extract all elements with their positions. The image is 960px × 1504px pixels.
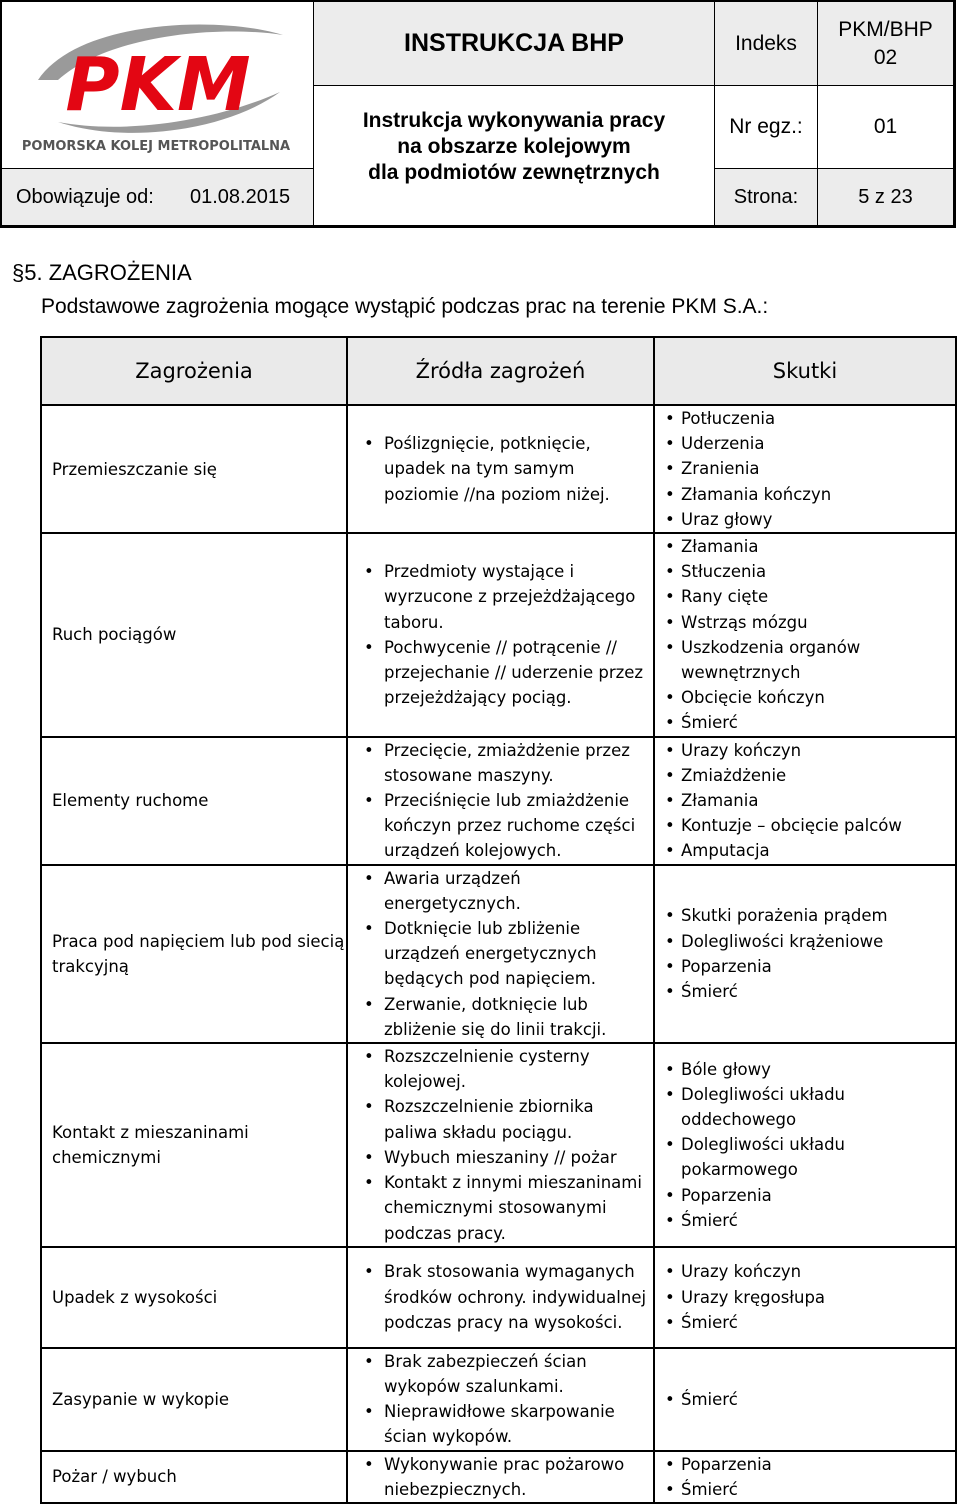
pkm-logo-graphic (18, 10, 298, 160)
table-row (41, 1247, 956, 1348)
list-item: • Dotknięcie lub zbliżenie urządzeń energetycznych będących pod napięciem. (360, 916, 647, 992)
hazard-cell: Praca pod napięciem lub pod siecią trakcyjną (41, 865, 347, 1043)
list-item: • Nieprawidłowe skarpowanie ścian wykopów. (360, 1399, 647, 1449)
hazards-table (40, 336, 957, 1504)
list-item: • Uderzenia (661, 431, 951, 456)
table-row (41, 533, 956, 737)
page-value: 5 z 23 (818, 169, 954, 226)
header-sources: Źródła zagrożeń (347, 337, 654, 405)
effects-cell (654, 865, 956, 1043)
list-item: • Uszkodzenia organów wewnętrznych (661, 635, 951, 685)
list-item: • Wstrząs mózgu (661, 610, 951, 635)
list-item: • Śmierć (661, 1208, 951, 1233)
hazard-cell: Upadek z wysokości (41, 1247, 347, 1348)
list-item: • Poparzenia (661, 1183, 951, 1208)
effects-cell (654, 533, 956, 737)
copy-number-value: 01 (818, 86, 954, 169)
effects-cell (654, 1247, 956, 1348)
list-item: • Urazy kręgosłupa (661, 1285, 951, 1310)
table-row (41, 865, 956, 1043)
list-item: • Uraz głowy (661, 507, 951, 532)
list-item: • Dolegliwości układu pokarmowego (661, 1132, 951, 1182)
document-header (0, 0, 956, 228)
list-item: • Poparzenia (661, 954, 951, 979)
hazard-cell: Kontakt z mieszaninami chemicznymi (41, 1043, 347, 1247)
sources-cell (347, 737, 654, 865)
table-header-row (41, 337, 956, 405)
copy-number-label: Nr egz.: (715, 86, 818, 169)
effects-cell (654, 737, 956, 865)
sources-cell (347, 1348, 654, 1451)
list-item: • Awaria urządzeń energetycznych. (360, 866, 647, 916)
list-item: • Pochwycenie // potrącenie // przejechanie // uderzenie przez przejeżdżający pociąg. (360, 635, 647, 711)
sources-cell (347, 405, 654, 533)
list-item: • Złamania (661, 788, 951, 813)
sources-cell (347, 1247, 654, 1348)
company-logo (2, 2, 314, 169)
document-title: INSTRUKCJA BHP (314, 2, 715, 86)
hazard-cell: Pożar / wybuch (41, 1451, 347, 1503)
table-row (41, 737, 956, 865)
effects-cell (654, 1348, 956, 1451)
sources-cell (347, 865, 654, 1043)
hazard-cell: Ruch pociągów (41, 533, 347, 737)
list-item: • Rozszczelnienie zbiornika paliwa składu pociągu. (360, 1094, 647, 1144)
hazard-cell: Przemieszczanie się (41, 405, 347, 533)
header-effects: Skutki (654, 337, 956, 405)
effects-cell (654, 1043, 956, 1247)
list-item: • Śmierć (661, 1477, 951, 1502)
list-item: • Brak zabezpieczeń ścian wykopów szalunkami. (360, 1349, 647, 1399)
list-item: • Rozszczelnienie cysterny kolejowej. (360, 1044, 647, 1094)
sources-cell (347, 1043, 654, 1247)
list-item: • Zerwanie, dotknięcie lub zbliżenie się do linii trakcji. (360, 992, 647, 1042)
effects-cell (654, 405, 956, 533)
list-item: • Dolegliwości układu oddechowego (661, 1082, 951, 1132)
list-item: • Zmiażdżenie (661, 763, 951, 788)
list-item: • Złamania kończyn (661, 482, 951, 507)
page-label: Strona: (715, 169, 818, 226)
list-item: • Rany cięte (661, 584, 951, 609)
list-item: • Kontakt z innymi mieszaninami chemicznymi stosowanymi podczas pracy. (360, 1170, 647, 1246)
list-item: • Dolegliwości krążeniowe (661, 929, 951, 954)
header-hazards: Zagrożenia (41, 337, 347, 405)
list-item: • Skutki porażenia prądem (661, 903, 951, 928)
list-item: • Stłuczenia (661, 559, 951, 584)
table-row (41, 1451, 956, 1503)
index-value: PKM/BHP 02 (818, 2, 954, 86)
svg-text:PKM: PKM (64, 42, 251, 128)
list-item: • Śmierć (661, 979, 951, 1004)
hazard-cell: Zasypanie w wykopie (41, 1348, 347, 1451)
company-name: POMORSKA KOLEJ METROPOLITALNA (21, 139, 290, 154)
effects-cell (654, 1451, 956, 1503)
table-row (41, 405, 956, 533)
list-item: • Zranienia (661, 456, 951, 481)
section-subtitle: Podstawowe zagrożenia mogące wystąpić podczas prac na terenie PKM S.A.: (41, 295, 769, 318)
sources-cell (347, 533, 654, 737)
document-subtitle: Instrukcja wykonywania pracy na obszarze kolejowym dla podmiotów zewnętrznych (314, 86, 715, 226)
valid-from (2, 169, 314, 226)
list-item: • Poparzenia (661, 1452, 951, 1477)
sources-cell (347, 1451, 654, 1503)
list-item: • Śmierć (661, 710, 951, 735)
list-item: • Przedmioty wystające i wyrzucone z przejeżdżającego taboru. (360, 559, 647, 635)
list-item: • Kontuzje – obcięcie palców (661, 813, 951, 838)
list-item: • Potłuczenia (661, 406, 951, 431)
list-item: • Wybuch mieszaniny // pożar (360, 1145, 647, 1170)
list-item: • Wykonywanie prac pożarowo niebezpiecznych. (360, 1452, 647, 1502)
list-item: • Urazy kończyn (661, 1259, 951, 1284)
list-item: • Śmierć (661, 1310, 951, 1335)
hazard-cell: Elementy ruchome (41, 737, 347, 865)
list-item: • Przeciśnięcie lub zmiażdżenie kończyn przez ruchome części urządzeń kolejowych. (360, 788, 647, 864)
section-title: §5. ZAGROŻENIA (12, 260, 192, 285)
list-item: • Obcięcie kończyn (661, 685, 951, 710)
list-item: • Śmierć (661, 1387, 951, 1412)
table-row (41, 1348, 956, 1451)
valid-from-value: 01.08.2015 (190, 185, 291, 208)
list-item: • Przecięcie, zmiażdżenie przez stosowane maszyny. (360, 738, 647, 788)
list-item: • Urazy kończyn (661, 738, 951, 763)
list-item: • Amputacja (661, 838, 951, 863)
table-row (41, 1043, 956, 1247)
list-item: • Brak stosowania wymaganych środków ochrony. indywidualnej podczas pracy na wysokości. (360, 1259, 647, 1335)
list-item: • Poślizgnięcie, potknięcie, upadek na tym samym poziomie //na poziom niżej. (360, 431, 647, 507)
index-label: Indeks (715, 2, 818, 86)
list-item: • Złamania (661, 534, 951, 559)
list-item: • Bóle głowy (661, 1057, 951, 1082)
valid-from-label: Obowiązuje od: (16, 185, 154, 208)
